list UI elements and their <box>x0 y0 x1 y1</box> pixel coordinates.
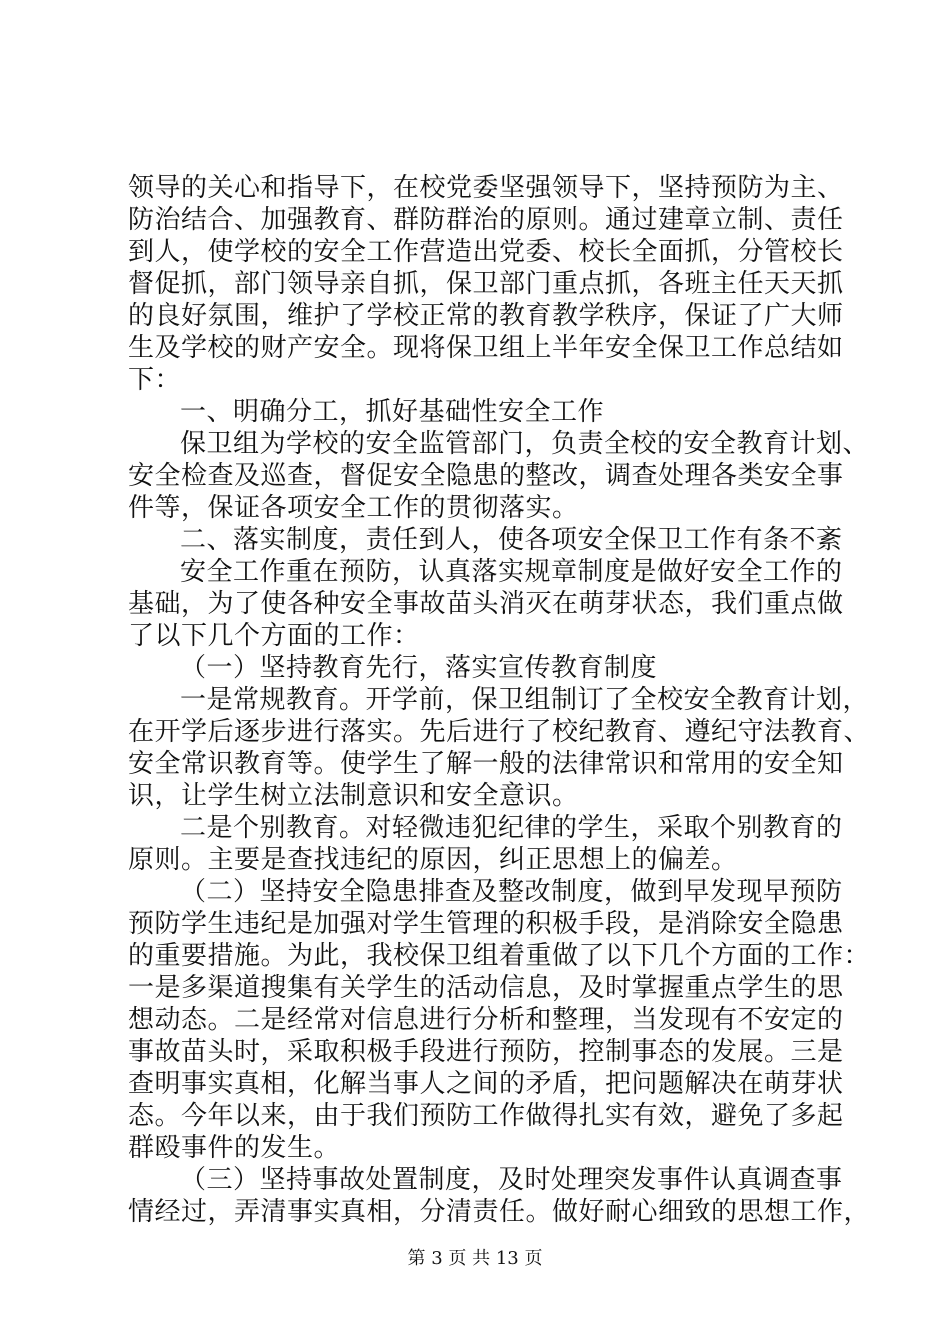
text-line: 态。今年以来，由于我们预防工作做得扎实有效，避免了多起 <box>128 1101 844 1131</box>
text-line: 一是常规教育。开学前，保卫组制订了全校安全教育计划， <box>180 685 870 715</box>
text-line: 在开学后逐步进行落实。先后进行了校纪教育、遵纪守法教育、 <box>128 717 871 747</box>
text-line: 安全工作重在预防，认真落实规章制度是做好安全工作的 <box>180 557 843 587</box>
text-line: 到人，使学校的安全工作营造出党委、校长全面抓，分管校长 <box>128 237 844 267</box>
text-line: 了以下几个方面的工作： <box>128 621 420 651</box>
text-line: 基础，为了使各种安全事故苗头消灭在萌芽状态，我们重点做 <box>128 589 844 619</box>
text-line: 的良好氛围，维护了学校正常的教育教学秩序，保证了广大师 <box>128 301 844 331</box>
text-line: 防治结合、加强教育、群防群治的原则。通过建章立制、责任 <box>128 205 844 235</box>
text-line: 预防学生违纪是加强对学生管理的积极手段，是消除安全隐患 <box>128 909 844 939</box>
text-line: 件等，保证各项安全工作的贯彻落实。 <box>128 493 579 523</box>
text-line: 一是多渠道搜集有关学生的活动信息，及时掌握重点学生的思 <box>128 973 844 1003</box>
text-line: 查明事实真相，化解当事人之间的矛盾，把问题解决在萌芽状 <box>128 1069 844 1099</box>
text-line: 安全常识教育等。使学生了解一般的法律常识和常用的安全知 <box>128 749 844 779</box>
text-line: 识，让学生树立法制意识和安全意识。 <box>128 781 579 811</box>
text-line: 领导的关心和指导下，在校党委坚强领导下，坚持预防为主、 <box>128 173 844 203</box>
text-line: 二是个别教育。对轻微违犯纪律的学生，采取个别教育的 <box>180 813 843 843</box>
text-line: 下： <box>128 365 182 395</box>
text-line: 安全检查及巡查，督促安全隐患的整改，调查处理各类安全事 <box>128 461 844 491</box>
text-line: 生及学校的财产安全。现将保卫组上半年安全保卫工作总结如 <box>128 333 844 363</box>
section-heading: 一、明确分工，抓好基础性安全工作 <box>180 397 605 427</box>
text-line: 督促抓，部门领导亲自抓，保卫部门重点抓，各班主任天天抓 <box>128 269 844 299</box>
text-line: 原则。主要是查找违纪的原因，纠正思想上的偏差。 <box>128 845 738 875</box>
text-line: 的重要措施。为此，我校保卫组着重做了以下几个方面的工作： <box>128 941 871 971</box>
page-footer: 第 3 页 共 13 页 <box>407 1248 543 1269</box>
text-line: 群殴事件的发生。 <box>128 1133 341 1163</box>
text-line: 事故苗头时，采取积极手段进行预防，控制事态的发展。三是 <box>128 1037 844 1067</box>
subsection-heading: （一）坚持教育先行，落实宣传教育制度 <box>180 653 658 683</box>
text-line: 情经过，弄清事实真相，分清责任。做好耐心细致的思想工作， <box>128 1197 871 1227</box>
subsection-heading: （二）坚持安全隐患排查及整改制度，做到早发现早预防 <box>180 877 843 907</box>
section-heading: 二、落实制度，责任到人，使各项安全保卫工作有条不紊 <box>180 525 843 555</box>
subsection-heading: （三）坚持事故处置制度，及时处理突发事件认真调查事 <box>180 1165 843 1195</box>
text-line: 保卫组为学校的安全监管部门，负责全校的安全教育计划、 <box>180 429 870 459</box>
text-line: 想动态。二是经常对信息进行分析和整理，当发现有不安定的 <box>128 1005 844 1035</box>
